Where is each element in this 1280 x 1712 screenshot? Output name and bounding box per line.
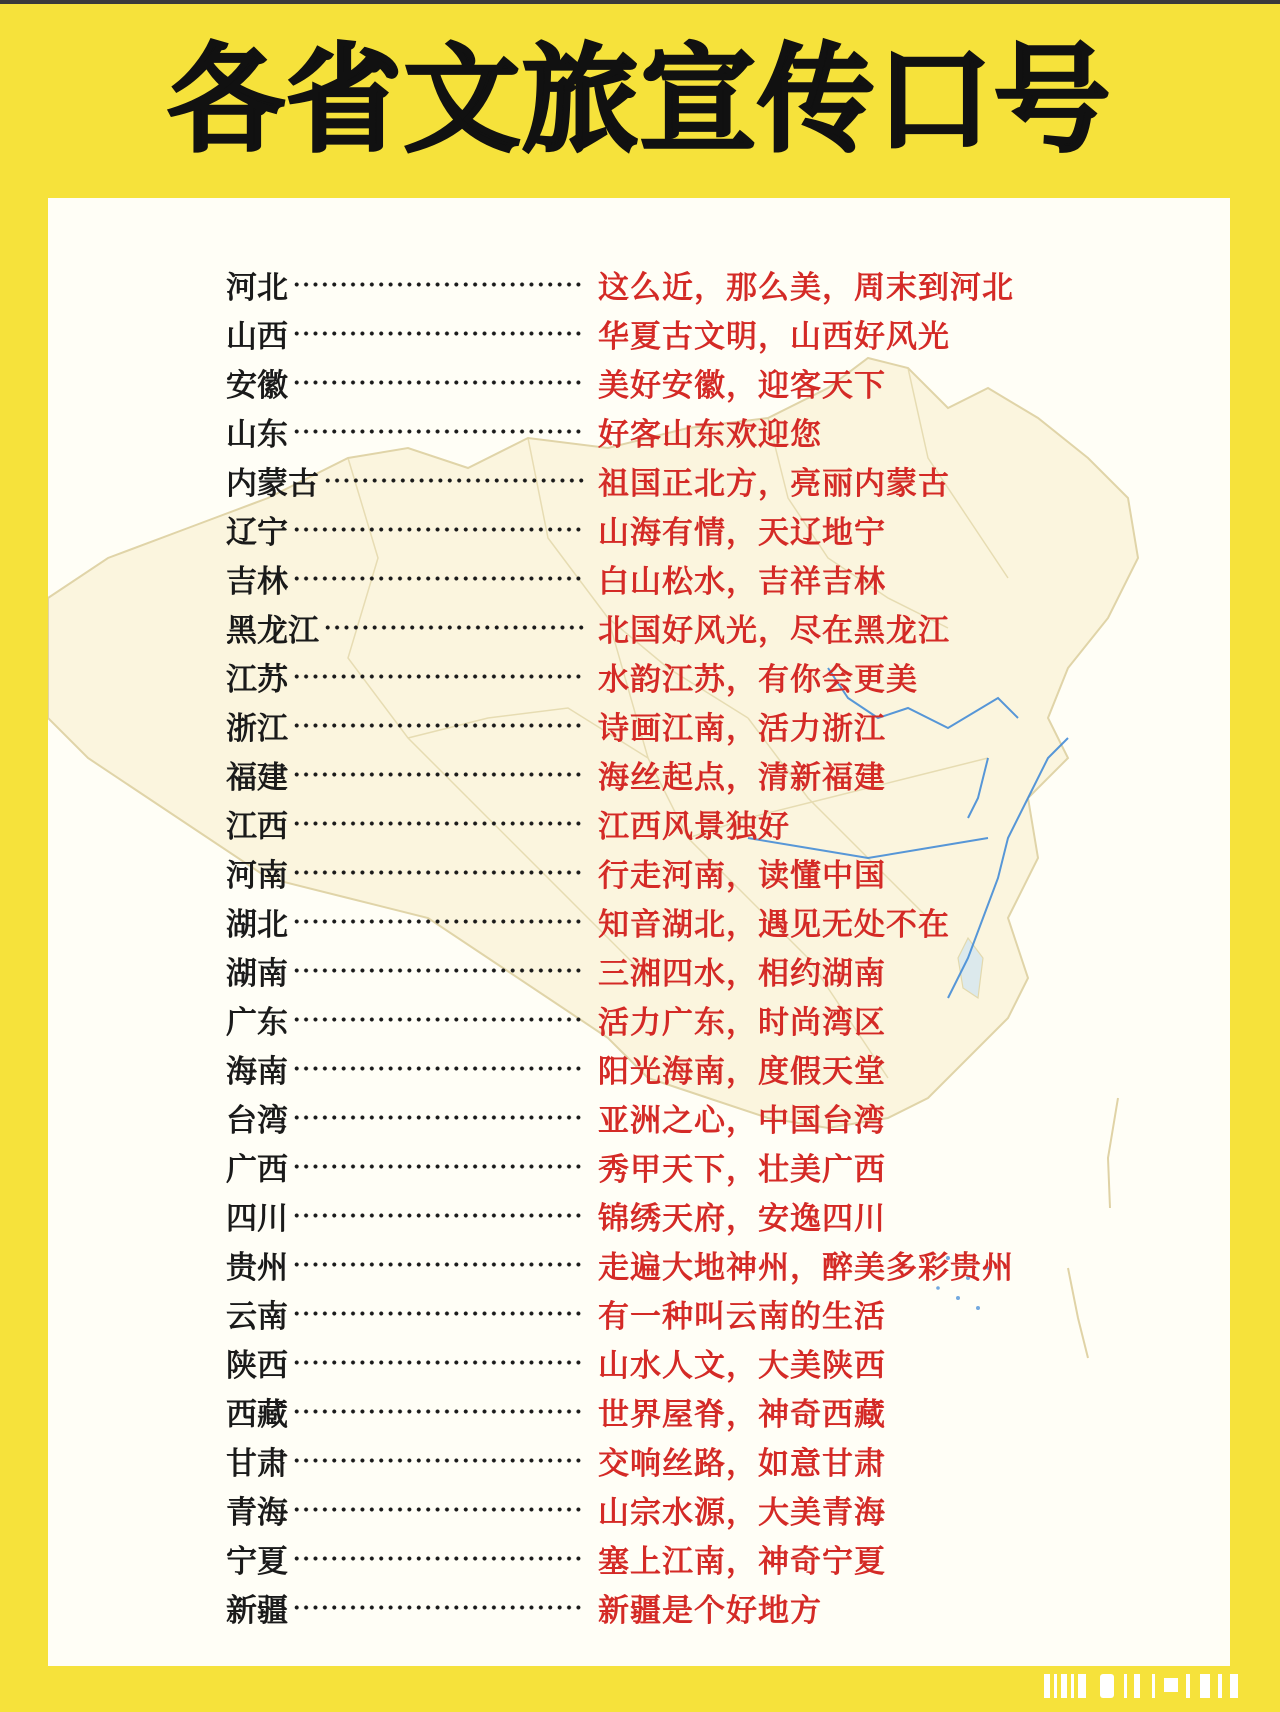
list-item <box>226 897 1126 946</box>
province-name: 湖北 <box>226 907 288 943</box>
province-name: 西藏 <box>226 1397 288 1433</box>
slogan-text: 水韵江苏，有你会更美 <box>598 662 918 698</box>
slogan-text: 山海有情，天辽地宁 <box>598 515 886 551</box>
leader-dots <box>292 429 584 434</box>
leader-dots <box>292 1360 584 1365</box>
list-item <box>226 407 1126 456</box>
slogan-text: 知音湖北，遇见无处不在 <box>598 907 950 943</box>
slogan-text: 山水人文，大美陕西 <box>598 1348 886 1384</box>
list-item <box>226 603 1126 652</box>
list-item <box>226 1289 1126 1338</box>
leader-dots <box>292 1164 584 1169</box>
slogan-text: 美好安徽，迎客天下 <box>598 368 886 404</box>
slogan-text: 走遍大地神州，醉美多彩贵州 <box>598 1250 1014 1286</box>
slogan-text: 行走河南，读懂中国 <box>598 858 886 894</box>
list-item <box>226 750 1126 799</box>
slogan-text: 祖国正北方，亮丽内蒙古 <box>598 466 950 502</box>
leader-dots <box>292 576 584 581</box>
list-item <box>226 1044 1126 1093</box>
leader-dots <box>292 1605 584 1610</box>
leader-dots <box>323 478 584 483</box>
leader-dots <box>292 1556 584 1561</box>
province-name: 青海 <box>226 1495 288 1531</box>
leader-dots <box>292 821 584 826</box>
province-name: 贵州 <box>226 1250 288 1286</box>
province-name: 福建 <box>226 760 288 796</box>
leader-dots <box>292 282 584 287</box>
leader-dots <box>323 625 584 630</box>
province-name: 河北 <box>226 270 288 306</box>
leader-dots <box>292 1409 584 1414</box>
province-name: 江西 <box>226 809 288 845</box>
list-item <box>226 701 1126 750</box>
leader-dots <box>292 527 584 532</box>
list-item <box>226 1485 1126 1534</box>
list-item <box>226 554 1126 603</box>
province-name: 安徽 <box>226 368 288 404</box>
slogan-text: 江西风景独好 <box>598 809 790 845</box>
leader-dots <box>292 723 584 728</box>
leader-dots <box>292 919 584 924</box>
content-card <box>48 198 1230 1666</box>
province-name: 宁夏 <box>226 1544 288 1580</box>
list-item <box>226 1387 1126 1436</box>
slogan-text: 阳光海南，度假天堂 <box>598 1054 886 1090</box>
slogan-text: 华夏古文明，山西好风光 <box>598 319 950 355</box>
list-item <box>226 1436 1126 1485</box>
poster-title: 各省文旅宣传口号 <box>168 33 1112 168</box>
leader-dots <box>292 331 584 336</box>
province-name: 陕西 <box>226 1348 288 1384</box>
province-name: 山西 <box>226 319 288 355</box>
province-name: 吉林 <box>226 564 288 600</box>
province-name: 广西 <box>226 1152 288 1188</box>
leader-dots <box>292 1262 584 1267</box>
province-name: 云南 <box>226 1299 288 1335</box>
leader-dots <box>292 968 584 973</box>
slogan-list <box>226 260 1126 1632</box>
slogan-text: 交响丝路，如意甘肃 <box>598 1446 886 1482</box>
province-name: 黑龙江 <box>226 613 319 649</box>
leader-dots <box>292 1458 584 1463</box>
slogan-text: 白山松水，吉祥吉林 <box>598 564 886 600</box>
leader-dots <box>292 870 584 875</box>
province-name: 辽宁 <box>226 515 288 551</box>
list-item <box>226 1093 1126 1142</box>
slogan-text: 山宗水源，大美青海 <box>598 1495 886 1531</box>
list-item <box>226 946 1126 995</box>
leader-dots <box>292 380 584 385</box>
slogan-text: 新疆是个好地方 <box>598 1593 822 1629</box>
province-name: 甘肃 <box>226 1446 288 1482</box>
slogan-text: 这么近，那么美，周末到河北 <box>598 270 1014 306</box>
slogan-text: 锦绣天府，安逸四川 <box>598 1201 886 1237</box>
list-item <box>226 456 1126 505</box>
slogan-text: 秀甲天下，壮美广西 <box>598 1152 886 1188</box>
slogan-text: 亚洲之心，中国台湾 <box>598 1103 886 1139</box>
slogan-text: 三湘四水，相约湖南 <box>598 956 886 992</box>
list-item <box>226 358 1126 407</box>
province-name: 台湾 <box>226 1103 288 1139</box>
province-name: 江苏 <box>226 662 288 698</box>
list-item <box>226 995 1126 1044</box>
leader-dots <box>292 772 584 777</box>
list-item <box>226 1338 1126 1387</box>
leader-dots <box>292 1115 584 1120</box>
slogan-text: 北国好风光，尽在黑龙江 <box>598 613 950 649</box>
province-name: 新疆 <box>226 1593 288 1629</box>
list-item <box>226 260 1126 309</box>
province-name: 海南 <box>226 1054 288 1090</box>
list-item <box>226 1142 1126 1191</box>
slogan-text: 诗画江南，活力浙江 <box>598 711 886 747</box>
list-item <box>226 1534 1126 1583</box>
list-item <box>226 799 1126 848</box>
slogan-text: 塞上江南，神奇宁夏 <box>598 1544 886 1580</box>
leader-dots <box>292 1507 584 1512</box>
leader-dots <box>292 1017 584 1022</box>
leader-dots <box>292 1066 584 1071</box>
list-item <box>226 1583 1126 1632</box>
slogan-text: 好客山东欢迎您 <box>598 417 822 453</box>
list-item <box>226 848 1126 897</box>
list-item <box>226 505 1126 554</box>
leader-dots <box>292 1311 584 1316</box>
list-item <box>226 309 1126 358</box>
province-name: 湖南 <box>226 956 288 992</box>
leader-dots <box>292 1213 584 1218</box>
province-name: 山东 <box>226 417 288 453</box>
slogan-text: 活力广东，时尚湾区 <box>598 1005 886 1041</box>
province-name: 河南 <box>226 858 288 894</box>
province-name: 广东 <box>226 1005 288 1041</box>
leader-dots <box>292 674 584 679</box>
province-name: 内蒙古 <box>226 466 319 502</box>
list-item <box>226 1191 1126 1240</box>
list-item <box>226 652 1126 701</box>
barcode-watermark <box>1040 1668 1260 1704</box>
province-name: 四川 <box>226 1201 288 1237</box>
slogan-text: 世界屋脊，神奇西藏 <box>598 1397 886 1433</box>
slogan-text: 海丝起点，清新福建 <box>598 760 886 796</box>
poster <box>0 4 1280 1712</box>
province-name: 浙江 <box>226 711 288 747</box>
slogan-text: 有一种叫云南的生活 <box>598 1299 886 1335</box>
list-item <box>226 1240 1126 1289</box>
